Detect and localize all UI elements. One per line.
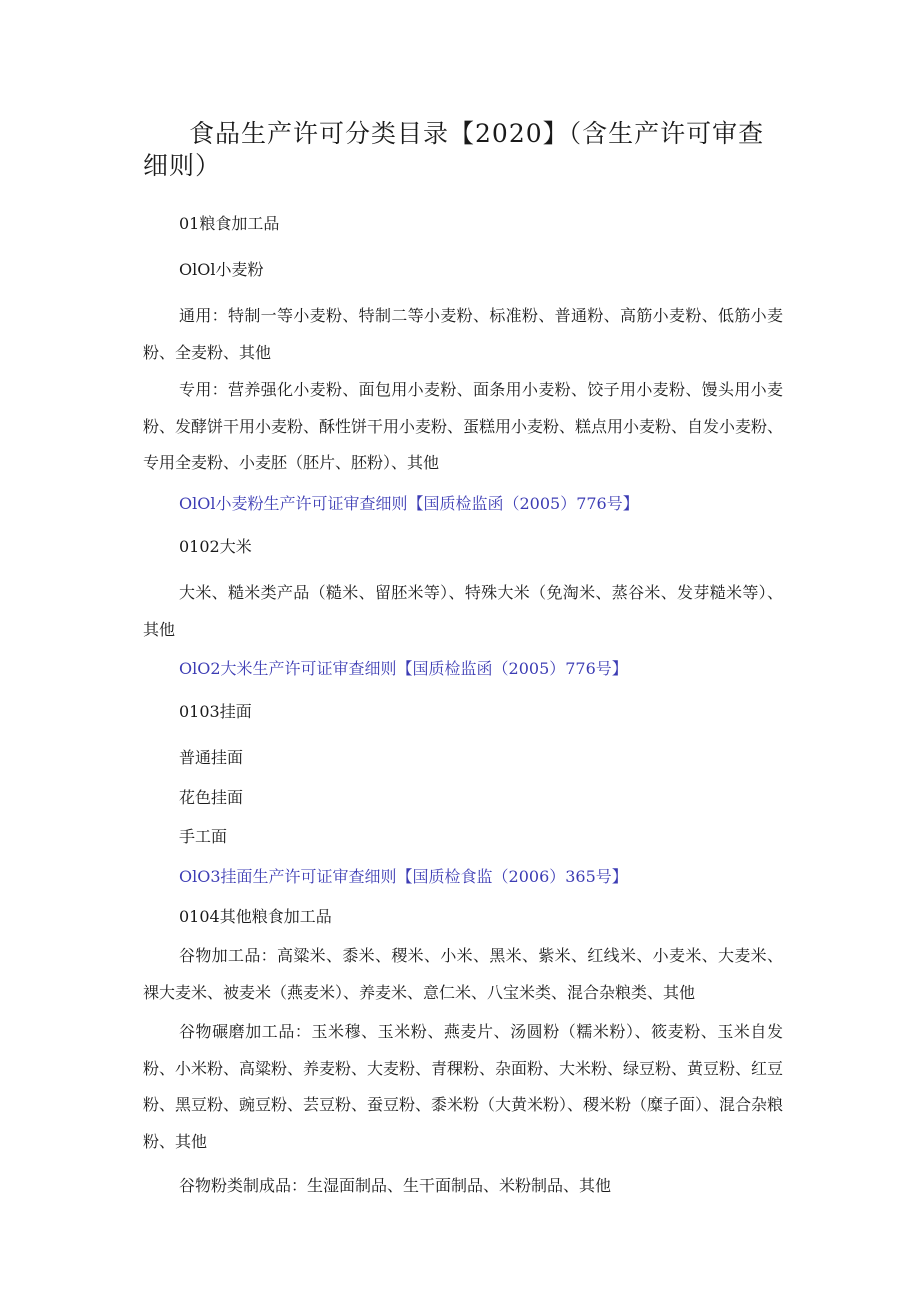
section-heading-0104: 0104其他粮食加工品 — [179, 907, 332, 926]
link-rules-0101[interactable]: OlOl小麦粉生产许可证审查细则【国质检监函（2005）776号】 — [179, 494, 639, 513]
section-heading-0102: 0102大米 — [179, 537, 252, 556]
paragraph-general-flour: 通用：特制一等小麦粉、特制二等小麦粉、标准粉、普通粉、高筋小麦粉、低筋小麦粉、全麦粉、其他 — [143, 306, 783, 362]
link-rules-0103[interactable]: OlO3挂面生产许可证审查细则【国质检食监（2006）365号】 — [179, 867, 628, 886]
link-rules-0102[interactable]: OlO2大米生产许可证审查细则【国质检监函（2005）776号】 — [179, 659, 628, 678]
paragraph-noodle-handmade: 手工面 — [179, 827, 228, 846]
paragraph-special-flour: 专用：营养强化小麦粉、面包用小麦粉、面条用小麦粉、饺子用小麦粉、馒头用小麦粉、发酵饼干用小麦粉、酥性饼干用小麦粉、蛋糕用小麦粉、糕点用小麦粉、自发小麦粉、专用全麦粉、小麦胚（胚片、胚粉）、其他 — [143, 380, 784, 472]
paragraph-grain-processed: 谷物加工品：高粱米、黍米、稷米、小米、黑米、紫米、红线米、小麦米、大麦米、裸大麦米、被麦米（燕麦米）、养麦米、意仁米、八宝米类、混合杂粮类、其他 — [143, 946, 783, 1002]
section-heading-0101: OlOl小麦粉 — [179, 260, 264, 279]
section-heading-0103: 0103挂面 — [179, 702, 252, 721]
paragraph-noodle-colored: 花色挂面 — [179, 788, 244, 807]
paragraph-grain-milled: 谷物碾磨加工品：玉米穆、玉米粉、燕麦片、汤圆粉（糯米粉）、筱麦粉、玉米自发粉、小米粉、高粱粉、养麦粉、大麦粉、青稞粉、杂面粉、大米粉、绿豆粉、黄豆粉、红豆粉、黑豆粉、豌豆粉、芸豆粉、蚕豆粉、黍米粉（大黄米粉）、稷米粉（糜子面）、混合杂粮粉、其他 — [143, 1022, 784, 1151]
paragraph-noodle-regular: 普通挂面 — [179, 748, 244, 767]
section-heading-01: 01粮食加工品 — [179, 214, 280, 233]
document-title: 食品生产许可分类目录【2020】（含生产许可审查细则） — [143, 119, 765, 180]
paragraph-grain-flour-products: 谷物粉类制成品：生湿面制品、生干面制品、米粉制品、其他 — [179, 1176, 612, 1195]
paragraph-rice: 大米、糙米类产品（糙米、留胚米等）、特殊大米（免淘米、蒸谷米、发芽糙米等）、其他 — [143, 583, 783, 639]
